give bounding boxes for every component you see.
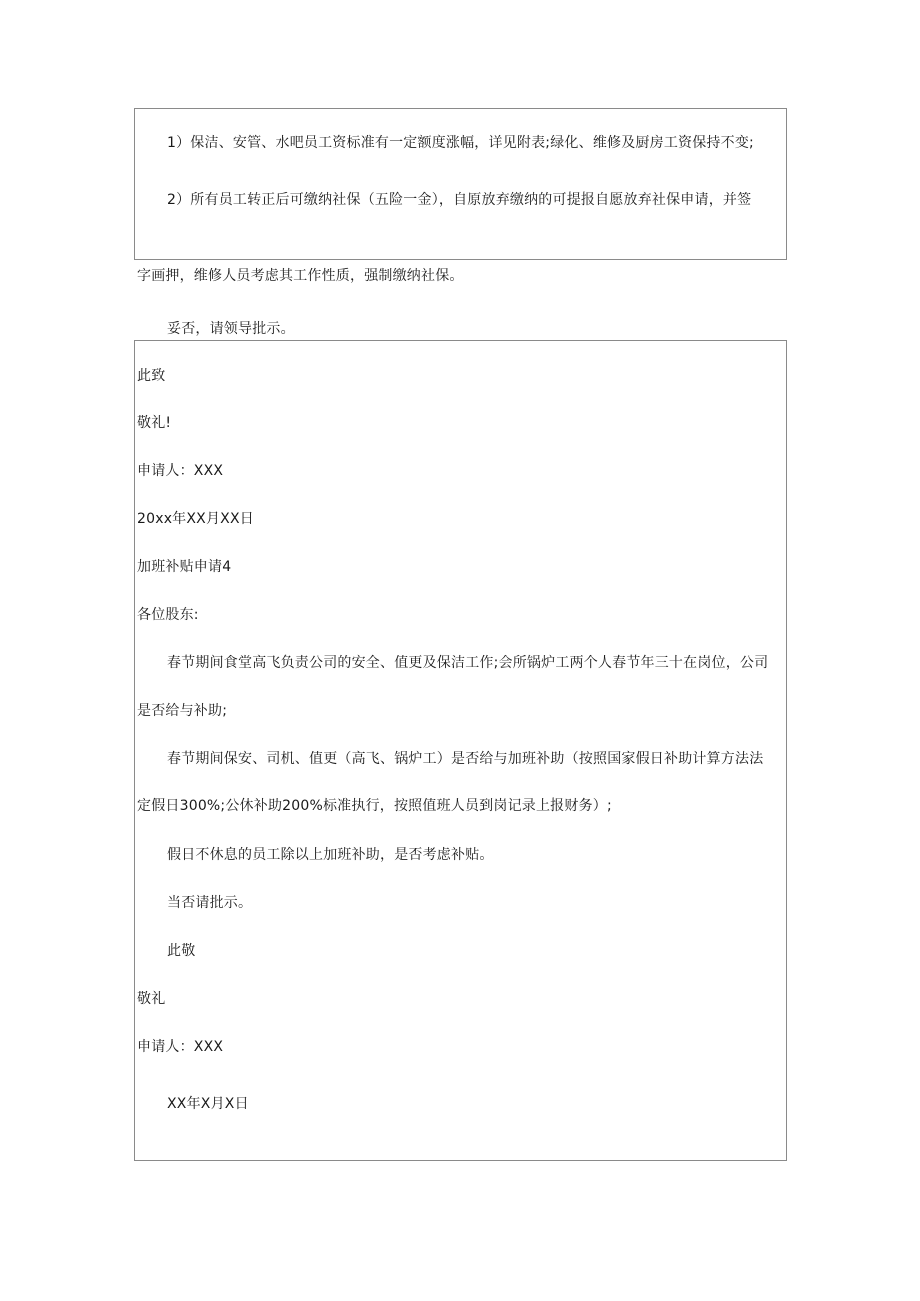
paragraph-item-2-continued: 字画押，维修人员考虑其工作性质，强制缴纳社保。 [137, 268, 464, 284]
letter-salutation: 此敬 [167, 943, 196, 959]
closing-regards: 敬礼! [137, 415, 172, 431]
closing-salutation: 此致 [137, 368, 166, 384]
letter-date: XX年X月X日 [167, 1096, 249, 1112]
applicant-signature: 申请人：XXX [137, 463, 224, 479]
paragraph-item-1: 1）保洁、安管、水吧员工资标准有一定额度涨幅，详见附表;绿化、维修及厨房工资保持不变; [167, 135, 754, 151]
table-frame-top [134, 108, 787, 260]
signature-date: 20xx年XX月XX日 [137, 511, 254, 527]
letter-applicant: 申请人：XXX [137, 1039, 224, 1055]
letter-regards: 敬礼 [137, 991, 166, 1007]
letter-paragraph-1: 春节期间食堂高飞负责公司的安全、值更及保洁工作;会所锅炉工两个人春节年三十在岗位，公司 [167, 655, 769, 671]
letter-paragraph-2: 春节期间保安、司机、值更（高飞、锅炉工）是否给与加班补助（按照国家假日补助计算方法法 [167, 751, 764, 767]
letter-paragraph-2-continued: 定假日300%;公休补助200%标准执行，按照值班人员到岗记录上报财务）; [137, 798, 612, 814]
letter-paragraph-3: 假日不休息的员工除以上加班补助，是否考虑补贴。 [167, 847, 494, 863]
request-approval-text: 妥否，请领导批示。 [167, 321, 295, 337]
letter-title: 加班补贴申请4 [137, 559, 232, 575]
letter-paragraph-1-continued: 是否给与补助; [137, 703, 228, 719]
letter-addressee: 各位股东: [137, 607, 199, 623]
paragraph-item-2: 2）所有员工转正后可缴纳社保（五险一金），自原放弃缴纳的可提报自愿放弃社保申请，并签 [167, 192, 752, 208]
letter-paragraph-4: 当否请批示。 [167, 895, 253, 911]
